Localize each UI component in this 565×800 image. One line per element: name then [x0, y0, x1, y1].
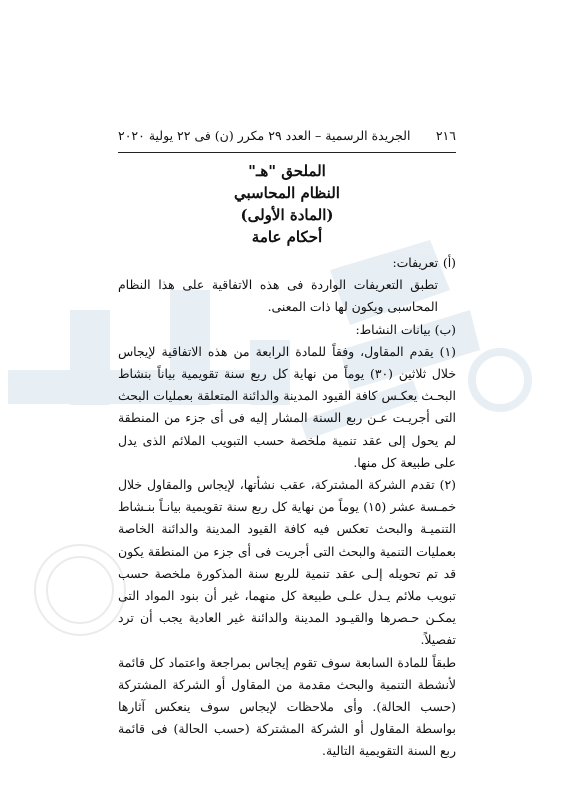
- section-b-title: بيانات النشاط:: [355, 321, 431, 337]
- system-title: النظام المحاسبي: [234, 184, 340, 202]
- item-2-text: تقدم الشركة المشتركة، عقب نشأتها، لإيجاس والمقاول خلال خمـسة عشر (١٥) يوماً من نهاية كل ربع سنة تقويمية بيانـاً بنـشاط التنميـة والبحث تعكس فيه كافة القيود المدينة والدائنة الخاصة بعمليات التنمية والبحث التى أجريت فى أى جزء من المنطقة يكون قد تم تحويله إلـى عقد تنمية للربع سنة المذكورة ملخصة حسب تبويب ملائم يـدل علـى طبيعة كل منهما، غير أن بنود المواد التى يمكـن حـصرها والقيـود المدينة والدائنة غير العادية يجب أن ترد تفصيلاً.: [118, 477, 456, 648]
- item-2-marker: (٢): [439, 477, 456, 493]
- document-body: [118, 252, 456, 763]
- item-1: [118, 341, 456, 474]
- section-b-marker: (ب): [434, 321, 456, 337]
- item-1-text: يقدم المقاول، وفقاً للمادة الرابعة من هذه الاتفاقية لإيجاس خلال ثلاثين (٣٠) يوماً من نهاية كل ربع سنة تقويمية بياناً بنشاط البحـث يعكـس كافة القيود المدينة والدائنة المتعلقة بعمليات البحث التى أجريـت عـن ربع السنة المشار إليه فى أى جزء من المنطقة لم يحول إلى عقد تنمية ملخصة حسب التبويب الملائم الذى يدل على طبيعة كل منها.: [118, 343, 456, 470]
- annex-title: الملحق "هـ": [248, 162, 326, 180]
- section-a-text: تطبق التعريفات الواردة فى هذه الاتفاقية على هذا النظام المحاسبى ويكون لها ذات المعنى.: [118, 277, 438, 315]
- header-title: الجريدة الرسمية – العدد ٢٩ مكرر (ن) فى ٢٢ يولية ٢٠٢٠: [118, 128, 411, 143]
- section-a-heading: [118, 252, 456, 274]
- item-1-marker: (١): [439, 343, 456, 359]
- header-rule: [118, 152, 456, 153]
- item-2: [118, 474, 456, 652]
- general-provisions-title: أحكام عامة: [251, 228, 323, 246]
- section-a-marker: (أ): [442, 255, 456, 270]
- page-header: [118, 128, 456, 150]
- section-b-heading: [118, 319, 456, 341]
- title-block: [118, 160, 456, 248]
- closing-paragraph: طبقاً للمادة السابعة سوف تقوم إيجاس بمراجعة واعتماد كل قائمة لأنشطة التنمية والبحث مقدمة من المقاول أو الشركة المشتركة (حسب الحالة). وأى ملاحظات لإيجاس سوف ينعكس آثارها بواسطة المقاول أو الشركة المشتركة (حسب الحالة) فى قائمة ربع السنة التقويمية التالية.: [118, 654, 456, 759]
- section-a-title: تعريفات:: [392, 255, 439, 270]
- page-number: ٢١٦: [435, 128, 456, 143]
- article-title: (المادة الأولى): [240, 206, 334, 224]
